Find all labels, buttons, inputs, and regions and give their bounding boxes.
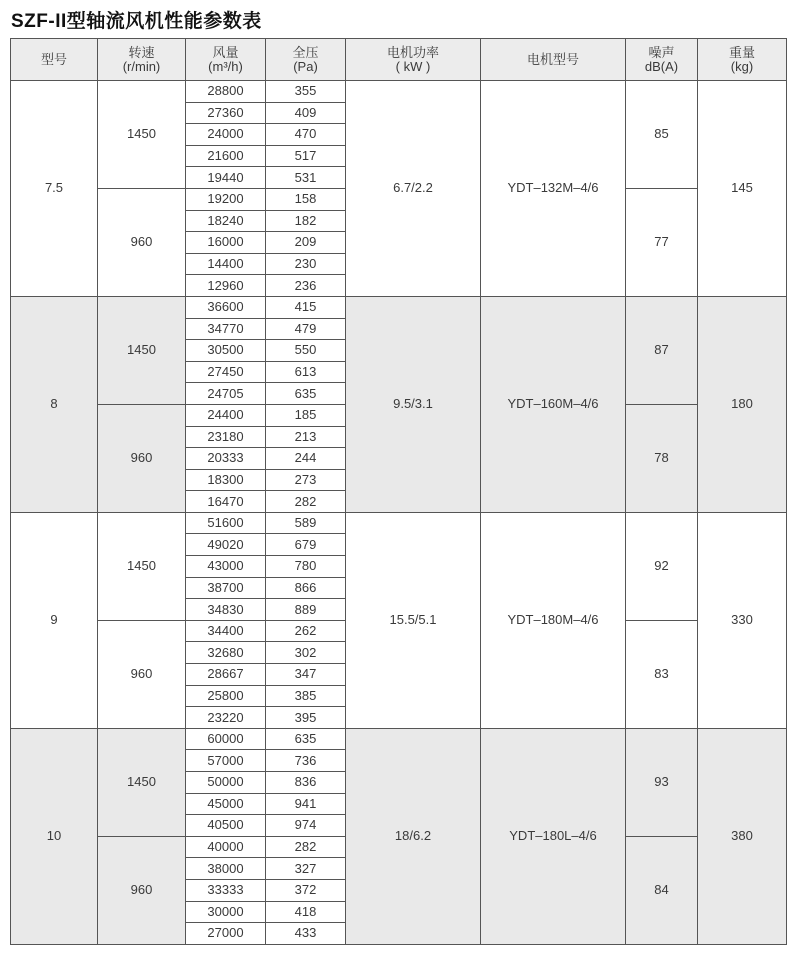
pressure-cell: 395	[266, 707, 346, 729]
pressure-cell: 550	[266, 340, 346, 362]
pressure-cell: 780	[266, 556, 346, 578]
noise-cell: 92	[626, 512, 698, 620]
weight-cell: 330	[698, 512, 787, 728]
pressure-cell: 273	[266, 469, 346, 491]
speed-cell: 960	[98, 620, 186, 728]
airflow-cell: 16000	[186, 232, 266, 254]
airflow-cell: 19200	[186, 188, 266, 210]
airflow-cell: 30500	[186, 340, 266, 362]
table-row	[11, 296, 787, 318]
pressure-cell: 470	[266, 124, 346, 146]
airflow-cell: 19440	[186, 167, 266, 189]
power-cell: 6.7/2.2	[346, 81, 481, 297]
pressure-cell: 679	[266, 534, 346, 556]
pressure-cell: 327	[266, 858, 346, 880]
pressure-cell: 302	[266, 642, 346, 664]
header-motor: 电机型号	[481, 39, 626, 81]
noise-cell: 84	[626, 836, 698, 944]
pressure-cell: 613	[266, 361, 346, 383]
table-body	[11, 81, 787, 945]
noise-cell: 78	[626, 404, 698, 512]
airflow-cell: 23220	[186, 707, 266, 729]
noise-cell: 93	[626, 728, 698, 836]
pressure-cell: 262	[266, 620, 346, 642]
speed-cell: 960	[98, 836, 186, 944]
motor-cell: YDT–160M–4/6	[481, 296, 626, 512]
airflow-cell: 49020	[186, 534, 266, 556]
noise-cell: 83	[626, 620, 698, 728]
power-cell: 9.5/3.1	[346, 296, 481, 512]
airflow-cell: 20333	[186, 448, 266, 470]
airflow-cell: 25800	[186, 685, 266, 707]
pressure-cell: 182	[266, 210, 346, 232]
airflow-cell: 16470	[186, 491, 266, 513]
power-cell: 15.5/5.1	[346, 512, 481, 728]
airflow-cell: 30000	[186, 901, 266, 923]
pressure-cell: 479	[266, 318, 346, 340]
pressure-cell: 355	[266, 81, 346, 103]
performance-table	[10, 38, 787, 945]
page-title: SZF-II型轴流风机性能参数表	[11, 11, 262, 32]
motor-cell: YDT–180L–4/6	[481, 728, 626, 944]
speed-cell: 1450	[98, 728, 186, 836]
airflow-cell: 12960	[186, 275, 266, 297]
speed-cell: 1450	[98, 81, 186, 189]
pressure-cell: 209	[266, 232, 346, 254]
header-noise: 噪声 dB(A)	[626, 39, 698, 81]
airflow-cell: 34770	[186, 318, 266, 340]
airflow-cell: 57000	[186, 750, 266, 772]
airflow-cell: 34830	[186, 599, 266, 621]
pressure-cell: 282	[266, 836, 346, 858]
noise-cell: 77	[626, 188, 698, 296]
airflow-cell: 51600	[186, 512, 266, 534]
airflow-cell: 40000	[186, 836, 266, 858]
model-cell: 8	[11, 296, 98, 512]
model-cell: 7.5	[11, 81, 98, 297]
pressure-cell: 347	[266, 664, 346, 686]
header-row	[11, 39, 787, 81]
airflow-cell: 32680	[186, 642, 266, 664]
airflow-cell: 27360	[186, 102, 266, 124]
header-model: 型号	[11, 39, 98, 81]
model-cell: 10	[11, 728, 98, 944]
pressure-cell: 409	[266, 102, 346, 124]
pressure-cell: 185	[266, 404, 346, 426]
airflow-cell: 36600	[186, 296, 266, 318]
airflow-cell: 24400	[186, 404, 266, 426]
table-row	[11, 512, 787, 534]
pressure-cell: 836	[266, 772, 346, 794]
motor-cell: YDT–180M–4/6	[481, 512, 626, 728]
airflow-cell: 23180	[186, 426, 266, 448]
airflow-cell: 27000	[186, 923, 266, 945]
airflow-cell: 28667	[186, 664, 266, 686]
header-speed: 转速 (r/min)	[98, 39, 186, 81]
pressure-cell: 244	[266, 448, 346, 470]
noise-cell: 85	[626, 81, 698, 189]
airflow-cell: 28800	[186, 81, 266, 103]
airflow-cell: 34400	[186, 620, 266, 642]
table-row	[11, 728, 787, 750]
airflow-cell: 21600	[186, 145, 266, 167]
airflow-cell: 60000	[186, 728, 266, 750]
weight-cell: 180	[698, 296, 787, 512]
airflow-cell: 24705	[186, 383, 266, 405]
airflow-cell: 14400	[186, 253, 266, 275]
pressure-cell: 635	[266, 728, 346, 750]
header-pressure: 全压 (Pa)	[266, 39, 346, 81]
pressure-cell: 213	[266, 426, 346, 448]
pressure-cell: 418	[266, 901, 346, 923]
speed-cell: 1450	[98, 296, 186, 404]
pressure-cell: 372	[266, 879, 346, 901]
header-weight: 重量 (kg)	[698, 39, 787, 81]
model-cell: 9	[11, 512, 98, 728]
pressure-cell: 974	[266, 815, 346, 837]
airflow-cell: 50000	[186, 772, 266, 794]
header-airflow: 风量 (m³/h)	[186, 39, 266, 81]
pressure-cell: 158	[266, 188, 346, 210]
airflow-cell: 33333	[186, 879, 266, 901]
pressure-cell: 635	[266, 383, 346, 405]
pressure-cell: 236	[266, 275, 346, 297]
weight-cell: 380	[698, 728, 787, 944]
airflow-cell: 40500	[186, 815, 266, 837]
pressure-cell: 282	[266, 491, 346, 513]
noise-cell: 87	[626, 296, 698, 404]
airflow-cell: 24000	[186, 124, 266, 146]
pressure-cell: 531	[266, 167, 346, 189]
pressure-cell: 736	[266, 750, 346, 772]
pressure-cell: 230	[266, 253, 346, 275]
airflow-cell: 45000	[186, 793, 266, 815]
pressure-cell: 517	[266, 145, 346, 167]
pressure-cell: 385	[266, 685, 346, 707]
speed-cell: 960	[98, 188, 186, 296]
airflow-cell: 18240	[186, 210, 266, 232]
pressure-cell: 589	[266, 512, 346, 534]
speed-cell: 1450	[98, 512, 186, 620]
pressure-cell: 941	[266, 793, 346, 815]
airflow-cell: 38700	[186, 577, 266, 599]
speed-cell: 960	[98, 404, 186, 512]
pressure-cell: 866	[266, 577, 346, 599]
motor-cell: YDT–132M–4/6	[481, 81, 626, 297]
power-cell: 18/6.2	[346, 728, 481, 944]
pressure-cell: 889	[266, 599, 346, 621]
airflow-cell: 43000	[186, 556, 266, 578]
table-row	[11, 81, 787, 103]
airflow-cell: 27450	[186, 361, 266, 383]
weight-cell: 145	[698, 81, 787, 297]
pressure-cell: 433	[266, 923, 346, 945]
pressure-cell: 415	[266, 296, 346, 318]
airflow-cell: 38000	[186, 858, 266, 880]
header-power: 电机功率 ( kW )	[346, 39, 481, 81]
airflow-cell: 18300	[186, 469, 266, 491]
